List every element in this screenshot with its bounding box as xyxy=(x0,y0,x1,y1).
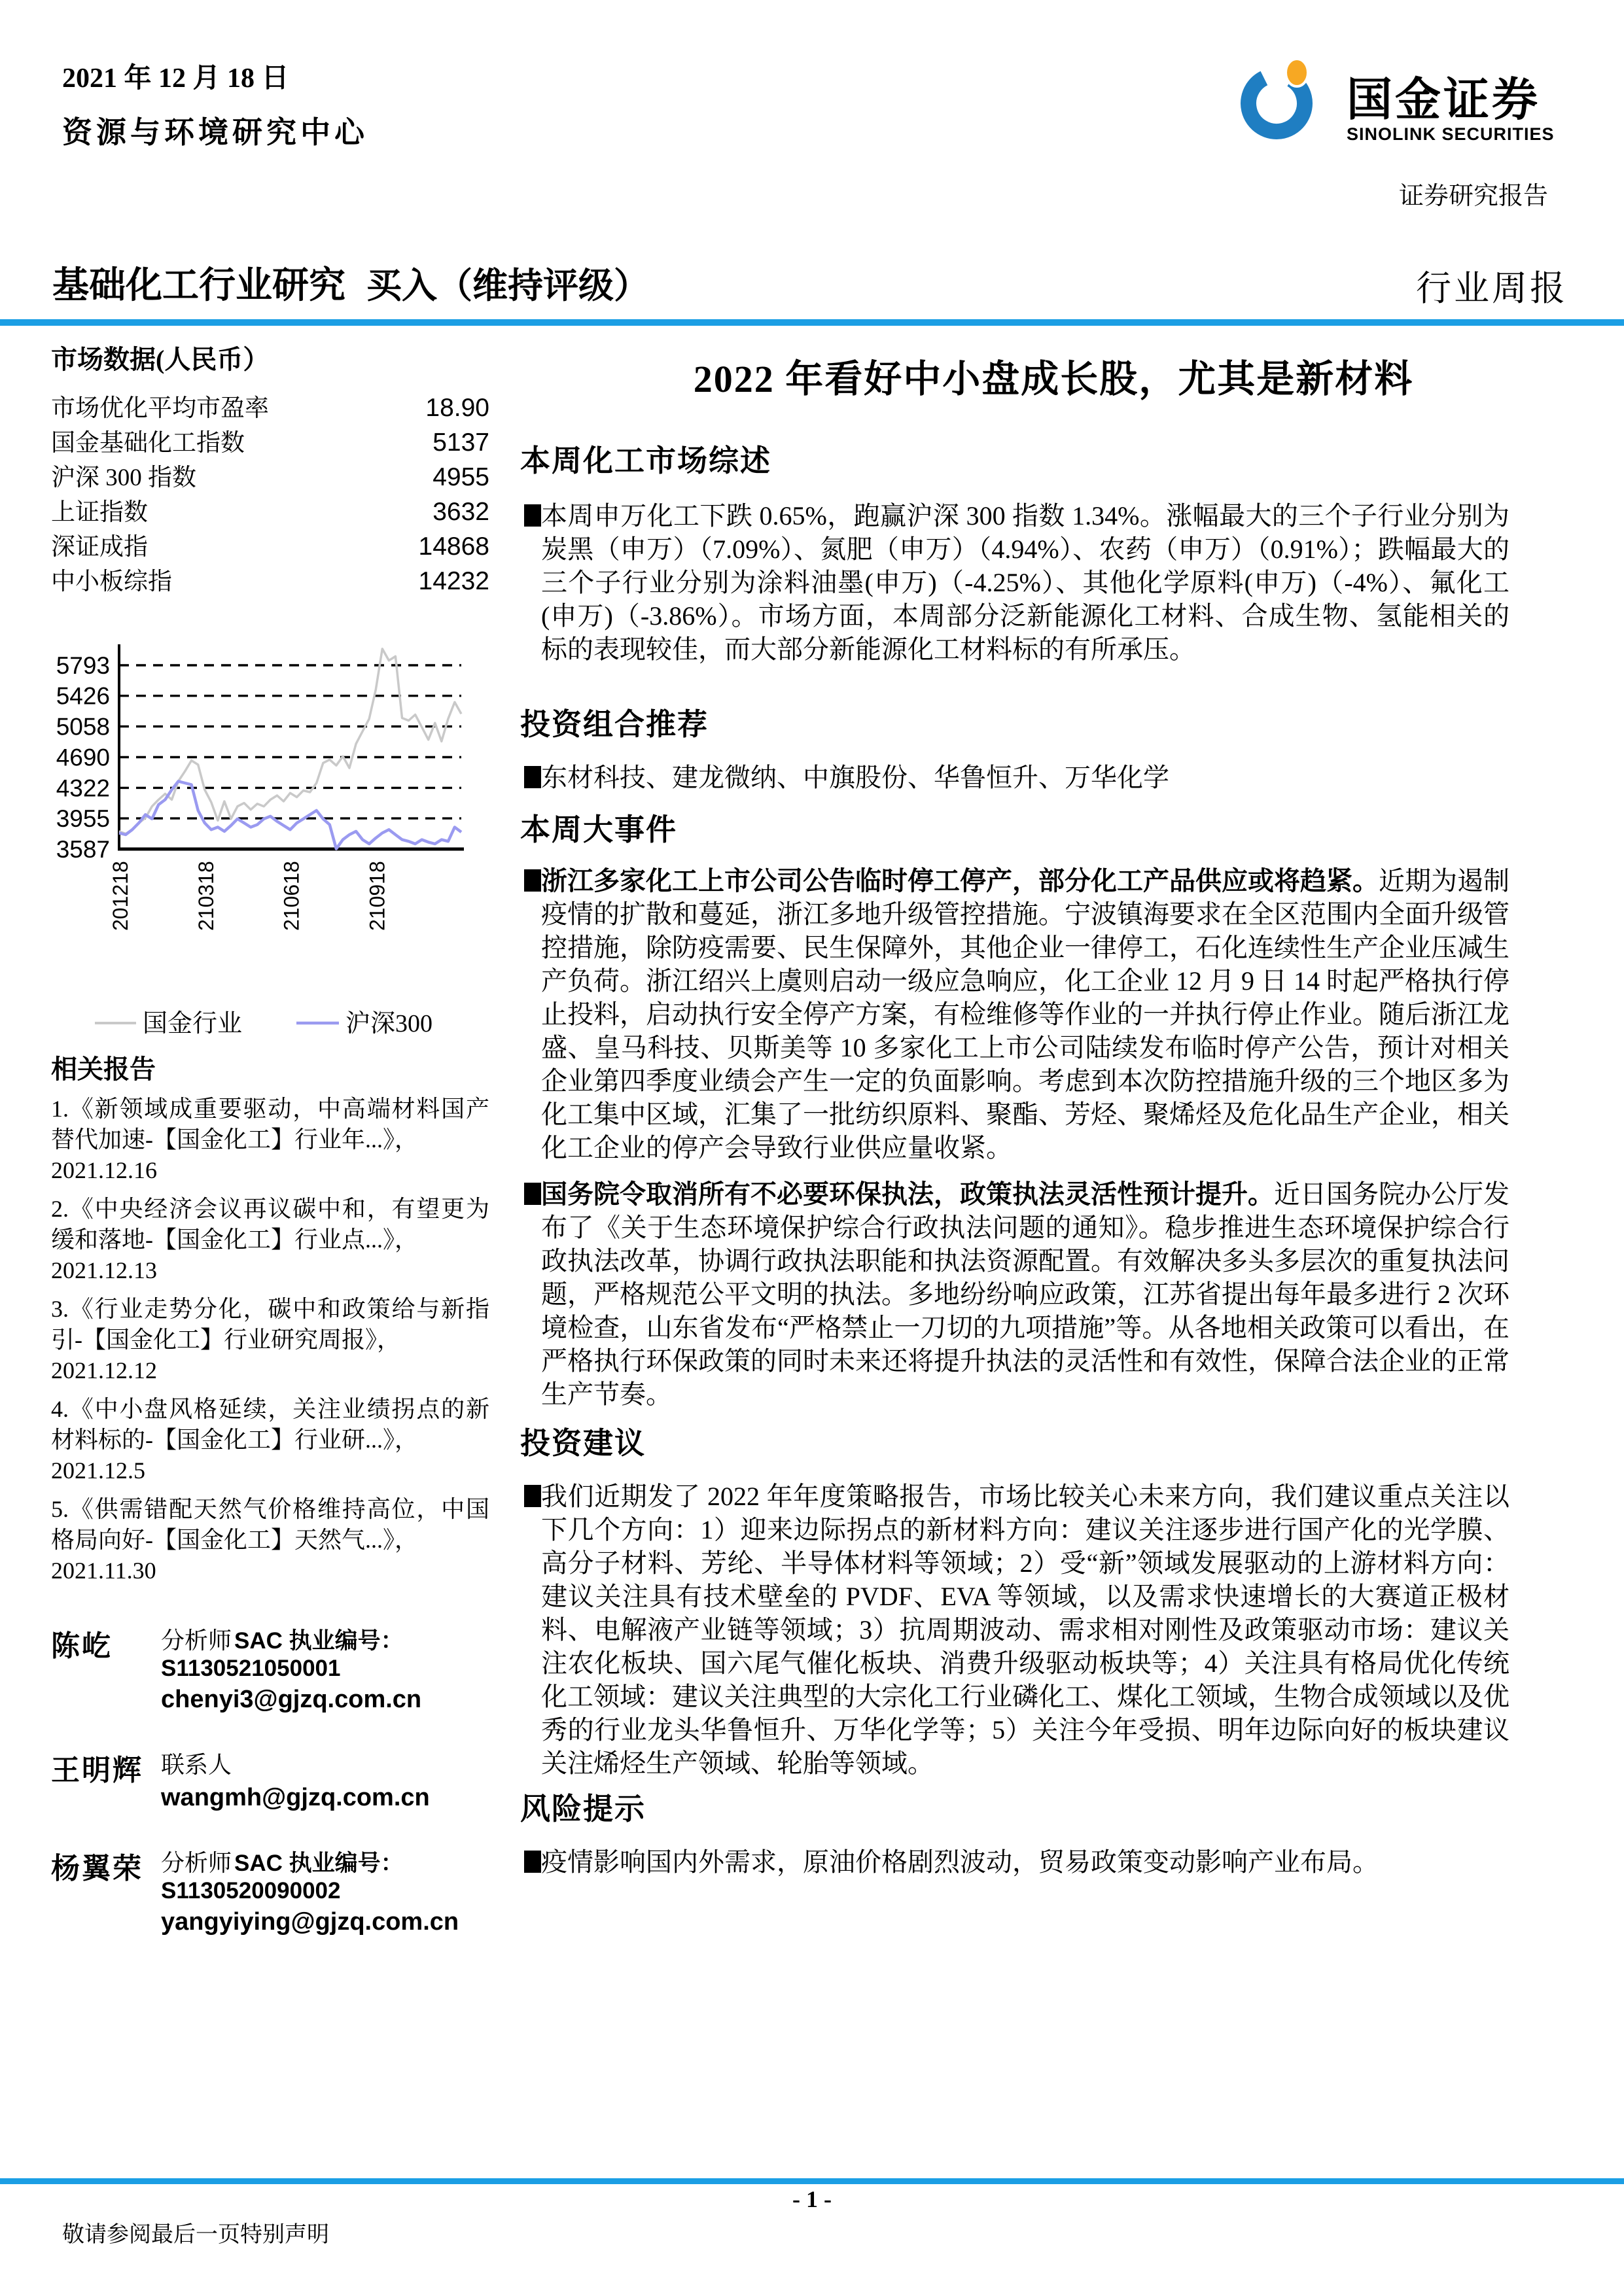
row-label: 中小板综指 xyxy=(51,568,172,595)
analyst-name: 陈屹 xyxy=(51,1630,113,1662)
row-label: 市场优化平均市盈率 xyxy=(51,395,269,422)
list-item xyxy=(51,1194,489,1286)
row-label: 沪深 300 指数 xyxy=(51,464,196,491)
header-divider xyxy=(0,319,1624,326)
bullet-square-icon xyxy=(524,869,541,892)
report-title: 1.《新领域成重要驱动，中高端材料国产替代加速-【国金化工】行业年...》， xyxy=(51,1096,489,1153)
report-title: 3.《行业走势分化，碳中和政策给与新指引-【国金化工】行业研究周报》， xyxy=(51,1296,489,1353)
report-title: 2.《中央经济会议再议碳中和，有望更为缓和落地-【国金化工】行业点...》， xyxy=(51,1196,489,1253)
bullet-lead: 国务院令取消所有不必要环保执法，政策执法灵活性预计提升。 xyxy=(541,1179,1274,1209)
bullet-square-icon xyxy=(524,1485,541,1507)
analyst-cert: SAC 执业编号：S1130521050001 xyxy=(161,1628,404,1681)
table-row xyxy=(51,457,489,492)
market-data-table xyxy=(51,388,489,596)
svg-text:201218: 201218 xyxy=(109,861,132,931)
row-label: 国金基础化工指数 xyxy=(51,430,245,457)
analyst-email: chenyi3@gjzq.com.cn xyxy=(161,1686,422,1713)
row-value: 3632 xyxy=(432,498,489,526)
section-heading-big-events: 本周大事件 xyxy=(520,813,677,846)
bullet-square-icon xyxy=(524,504,541,527)
table-row xyxy=(51,492,489,527)
bullet-square-icon xyxy=(524,766,541,788)
bullet-square-icon xyxy=(524,1183,541,1205)
table-row xyxy=(51,527,489,561)
row-label: 深证成指 xyxy=(51,534,148,561)
bullet-item xyxy=(520,761,1587,794)
sinolink-logo-icon xyxy=(1240,52,1315,147)
bullet-text: 我们近期发了 2022 年年度策略报告，市场比较关心未来方向，我们建议重点关注以下几个方向：1）迎来边际拐点的新材料方向：建议关注逐步进行国产化的光学膜、高分子材料、芳纶、半导体材料等领域；2）受“新”领域发展驱动的上游材料方向：建议关注具有技术壁垒的 PVDF、EVA 等领域，以及需求快速增长的大赛道正极材料、电解液产业链等领域；3）抗周期波动、需求相对刚性及政策驱动市场：建议关注农化板块、国六尾气催化板块、消费升级驱动板块等；4）关注具有格局优化传统化工领域：建议关注典型的大宗化工行业磷化工、煤化工领域，生物合成领域以及优秀的行业龙头华鲁恒升、万华化学等；5）关注今年受损、明年边际向好的板块建议关注烯烃生产领域、轮胎等领域。 xyxy=(541,1482,1509,1778)
section-heading-weekly-summary: 本周化工市场综述 xyxy=(520,444,771,478)
list-item xyxy=(51,1294,489,1386)
row-value: 14232 xyxy=(418,567,489,595)
list-item xyxy=(51,1494,489,1586)
bullet-text: 浙江多家化工上市公司公告临时停工停产，部分化工产品供应或将趋紧。近期为遏制疫情的扩散和蔓延，浙江多地升级管控措施。宁波镇海要求在全区范围内全面升级管控措施，除防疫需要、民生保障外，其他企业一律停工，石化连续性生产企业压减生产负荷。浙江绍兴上虞则启动一级应急响应，化工企业 12 月 9 日 14 时起严格执行停止投料，启动执行安全停产方案，有检维修等作业的一并执行停止作业。随后浙江龙盛、皇马科技、贝斯美等 10 多家化工上市公司陆续发布临时停产公告，预计对相关企业第四季度业绩会产生一定的负面影响。考虑到本次防控措施升级的三个地区多为化工集中区域，汇集了一批纺织原料、聚酯、芳烃、聚烯烃及危化品生产企业，相关化工企业的停产会导致行业供应量收紧。 xyxy=(541,866,1509,1162)
industry-title: 基础化工行业研究 xyxy=(52,264,345,305)
report-date: 2021.11.30 xyxy=(51,1557,156,1584)
related-reports-title: 相关报告 xyxy=(51,1054,156,1084)
row-value: 18.90 xyxy=(425,394,489,422)
bullet-text: 国务院令取消所有不必要环保执法，政策执法灵活性预计提升。近日国务院办公厅发布了《关于生态环境保护综合行政执法问题的通知》。稳步推进生态环境保护综合行政执法改革，协调行政执法职能和执法资源配置。有效解决多头多层次的重复执法问题，严格规范公平文明的执法。多地纷纷响应政策，江苏省提出每年最多进行 2 次环境检查，山东省发布“严格禁止一刀切的九项措施”等。从各地相关政策可以看出，在严格执行环保政策的同时未来还将提升执法的灵活性和有效性，保障合法企业的正常生产节奏。 xyxy=(541,1179,1509,1409)
svg-text:5793: 5793 xyxy=(56,652,110,679)
analyst-name: 杨翼荣 xyxy=(51,1852,143,1885)
table-row xyxy=(51,388,489,423)
bullet-text: 疫情影响国内外需求，原油价格剧烈波动，贸易政策变动影响产业布局。 xyxy=(541,1847,1379,1877)
bullet-square-icon xyxy=(524,1851,541,1873)
rating-label: 买入（维持评级） xyxy=(366,266,649,305)
svg-text:沪深300: 沪深300 xyxy=(345,1010,433,1037)
analyst-role: 分析师 xyxy=(161,1627,232,1654)
footer-divider xyxy=(0,2178,1624,2184)
analyst-email: yangyiying@gjzq.com.cn xyxy=(161,1908,459,1936)
analyst-role: 分析师 xyxy=(161,1850,232,1876)
analyst-row xyxy=(51,1845,489,1936)
bullet-item xyxy=(520,864,1587,1164)
bullet-item xyxy=(520,1845,1587,1879)
index-performance-chart xyxy=(51,638,483,1050)
section-heading-risk: 风险提示 xyxy=(520,1792,646,1826)
report-date: 2021.12.5 xyxy=(51,1457,145,1484)
bullet-lead: 浙江多家化工上市公司公告临时停工停产，部分化工产品供应或将趋紧。 xyxy=(541,866,1379,896)
svg-text:3587: 3587 xyxy=(56,836,110,863)
bullet-text: 东材科技、建龙微纳、中旗股份、华鲁恒升、万华化学 xyxy=(541,763,1169,792)
footer-disclaimer: 敬请参阅最后一页特别声明 xyxy=(62,2223,329,2247)
report-date: 2021.12.12 xyxy=(51,1357,157,1383)
bullet-item xyxy=(520,499,1587,666)
row-label: 上证指数 xyxy=(51,499,148,526)
report-type: 行业周报 xyxy=(1416,269,1568,308)
page-number: - 1 - xyxy=(792,2186,832,2212)
analyst-name: 王明辉 xyxy=(51,1754,143,1786)
report-title: 4.《中小盘风格延续，关注业绩拐点的新材料标的-【国金化工】行业研...》， xyxy=(51,1396,489,1453)
analyst-role: 联系人 xyxy=(161,1752,232,1778)
analyst-cert: SAC 执业编号：S1130520090002 xyxy=(161,1851,404,1904)
svg-text:210318: 210318 xyxy=(194,861,218,931)
market-data-title: 市场数据(人民币） xyxy=(51,345,270,374)
list-item xyxy=(51,1094,489,1186)
svg-text:5058: 5058 xyxy=(56,713,110,740)
brand-tagline: 证券研究报告 xyxy=(1398,183,1548,210)
bullet-item xyxy=(520,1177,1587,1411)
row-value: 14868 xyxy=(418,532,489,561)
research-center-name: 资源与环境研究中心 xyxy=(62,116,368,149)
svg-text:3955: 3955 xyxy=(56,805,110,833)
svg-text:5426: 5426 xyxy=(56,682,110,710)
related-reports-list xyxy=(51,1094,489,1586)
row-value: 5137 xyxy=(432,428,489,457)
analyst-row xyxy=(51,1622,489,1714)
report-title: 5.《供需错配天然气价格维持高位，中国格局向好-【国金化工】天然气...》， xyxy=(51,1496,489,1553)
page-title: 2022 年看好中小盘成长股，尤其是新材料 xyxy=(693,358,1414,400)
sidebar xyxy=(51,343,489,1969)
svg-text:4322: 4322 xyxy=(56,774,110,802)
table-row xyxy=(51,423,489,457)
analyst-row xyxy=(51,1747,489,1812)
report-date: 2021.12.13 xyxy=(51,1257,157,1283)
svg-text:210918: 210918 xyxy=(365,861,389,931)
report-date: 2021 年 12 月 18 日 xyxy=(62,63,289,94)
section-heading-investment-advice: 投资建议 xyxy=(520,1427,646,1460)
bullet-item xyxy=(520,1480,1587,1780)
analyst-block xyxy=(51,1622,489,1936)
table-row xyxy=(51,561,489,596)
list-item xyxy=(51,1394,489,1486)
svg-text:国金行业: 国金行业 xyxy=(143,1010,243,1037)
row-value: 4955 xyxy=(432,463,489,491)
bullet-text: 本周申万化工下跌 0.65%，跑赢沪深 300 指数 1.34%。涨幅最大的三个子行业分别为炭黑（申万）（7.09%）、氮肥（申万）（4.94%）、农药（申万）（0.91%）；跌幅最大的三个子行业分别为涂料油墨(申万)（-4.25%）、其他化学原料(申万)（-4%）、氟化工(申万)（-3.86%）。市场方面，本周部分泛新能源化工材料、合成生物、氢能相关的标的表现较佳，而大部分新能源化工材料标的有所承压。 xyxy=(541,501,1509,664)
report-date: 2021.12.16 xyxy=(51,1157,157,1183)
brand-name-en: SINOLINK SECURITIES xyxy=(1347,124,1555,144)
section-heading-portfolio: 投资组合推荐 xyxy=(520,708,709,741)
brand-name-cn: 国金证券 xyxy=(1347,75,1540,126)
analyst-email: wangmh@gjzq.com.cn xyxy=(161,1784,430,1811)
main-content xyxy=(520,353,1587,1879)
svg-text:210618: 210618 xyxy=(279,861,304,931)
svg-text:4690: 4690 xyxy=(56,744,110,771)
